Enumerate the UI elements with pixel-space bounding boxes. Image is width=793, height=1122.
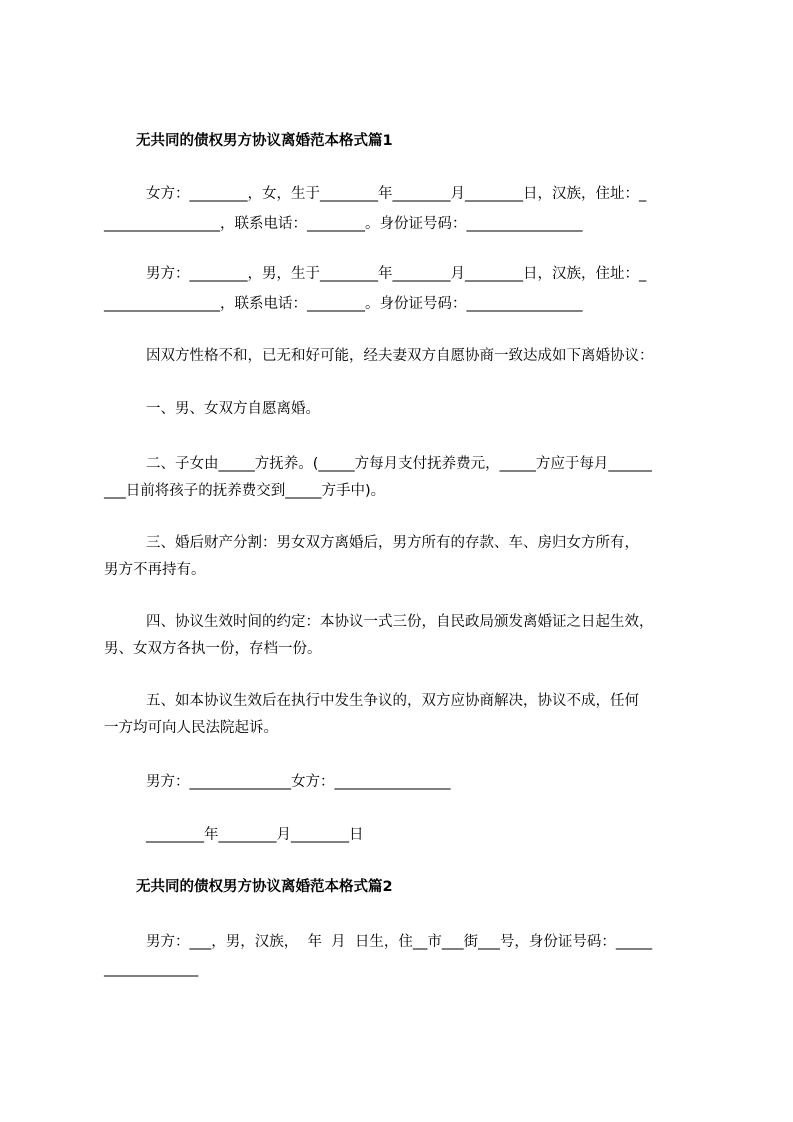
signature-line: 男方：______________女方：________________	[146, 774, 451, 790]
agreement-intro: 因双方性格不和，已无和好可能，经夫妻双方自愿协商一致达成如下离婚协议：	[146, 348, 654, 364]
clause-5-line-1: 五、如本协议生效后在执行中发生争议的，双方应协商解决，协议不成，任何	[146, 693, 639, 709]
wife-info-line-2: ________________，联系电话：________。身份证号码：________________	[104, 216, 583, 232]
clause-1: 一、男、女双方自愿离婚。	[146, 401, 320, 417]
wife-info-line-1: 女方：________，女，生于________年________月________日，汉族，住址：_	[146, 186, 647, 202]
husband-info-2-line-1: 男方：___，男，汉族， 年 月 日生，住__市___街___号，身份证号码：_____	[146, 934, 653, 950]
section-heading-2: 无共同的债权男方协议离婚范本格式篇2	[136, 879, 393, 895]
clause-2-line-2: ___日前将孩子的抚养费交到_____方手中)。	[104, 483, 386, 499]
clause-5-line-2: 一方均可向人民法院起诉。	[104, 720, 278, 736]
husband-info-line-2: ________________，联系电话：________。身份证号码：________________	[104, 296, 583, 312]
clause-3-line-1: 三、婚后财产分割：男女双方离婚后，男方所有的存款、车、房归女方所有，	[146, 535, 639, 551]
husband-info-2-line-2: _____________	[104, 961, 199, 977]
husband-info-line-1: 男方：________，男，生于________年________月________日，汉族，住址：_	[146, 266, 647, 282]
date-line: ________年________月________日	[146, 827, 364, 843]
clause-3-line-2: 男方不再持有。	[104, 562, 206, 578]
clause-4-line-2: 男、女双方各执一份，存档一份。	[104, 641, 322, 657]
clause-4-line-1: 四、协议生效时间的约定：本协议一式三份，自民政局颁发离婚证之日起生效，	[146, 614, 654, 630]
clause-2-line-1: 二、子女由_____方抚养。(_____方每月支付抚养费元，_____方应于每月______	[146, 456, 652, 472]
section-heading-1: 无共同的债权男方协议离婚范本格式篇1	[136, 133, 393, 149]
